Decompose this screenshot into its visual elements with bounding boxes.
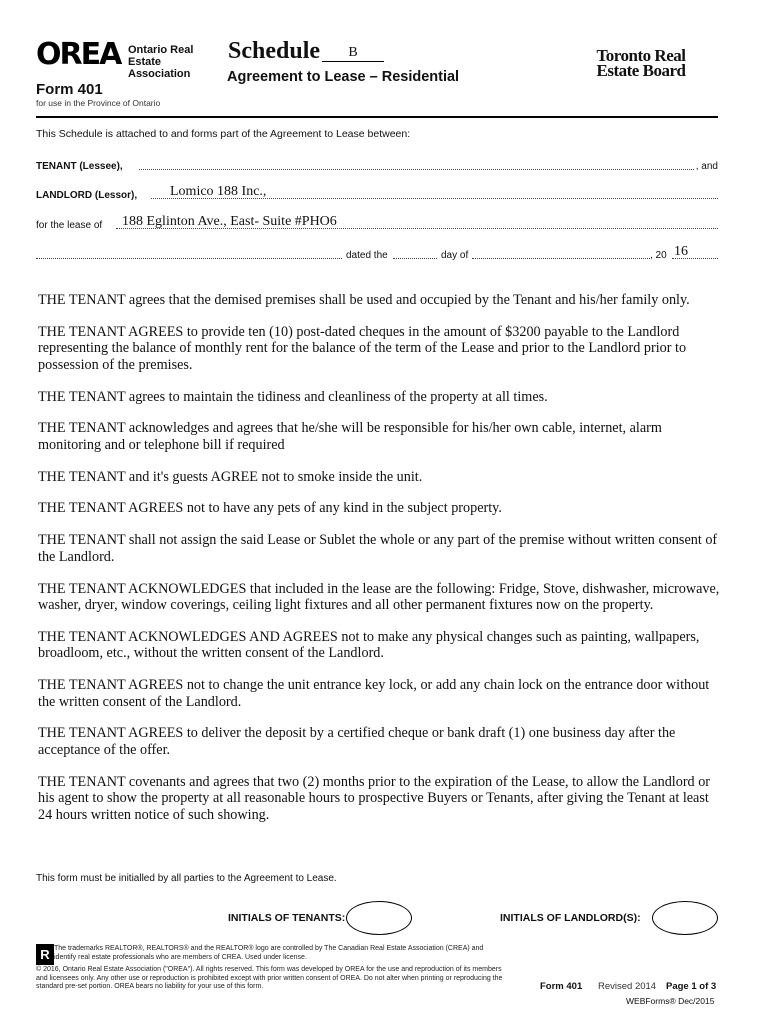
landlord-row bbox=[36, 185, 718, 201]
initial-note: This form must be initialled by all parties to the Agreement to Lease. bbox=[36, 873, 337, 884]
dated-prefix-line[interactable] bbox=[36, 258, 342, 259]
form-subtitle: for use in the Province of Ontario bbox=[36, 98, 161, 108]
landlord-label: LANDLORD (Lessor), bbox=[36, 190, 138, 201]
copyright-notice: © 2016, Ontario Real Estate Association ("OREA"). All rights reserved. This form was developed by OREA for the use and reproduction of its members and licensees only. Any other use or reproduction is prohibited except with prior written consent of OREA. Do not alter when printing or reproducing the standard pre-set portion. OREA bears no liability for your use of this form. bbox=[36, 966, 503, 990]
clause: THE TENANT shall not assign the said Lease or Sublet the whole or any part of the premise without written consent of the Landlord. bbox=[38, 532, 718, 565]
tenant-label: TENANT (Lessee), bbox=[36, 161, 123, 172]
schedule-label: Schedule bbox=[228, 38, 321, 64]
treb-logo: Toronto Real Estate Board bbox=[596, 46, 686, 80]
footer-revised: Revised 2014 bbox=[598, 981, 657, 992]
clause: THE TENANT acknowledges and agrees that he/she will be responsible for his/her own cable, internet, alarm monitoring and or telephone bill if required bbox=[38, 420, 662, 453]
document-title: Agreement to Lease – Residential bbox=[227, 69, 460, 85]
year-prefix: , 20 bbox=[650, 250, 667, 261]
clause: THE TENANT AGREES to deliver the deposit by a certified cheque or bank draft (1) one business day after the acceptance of the offer. bbox=[38, 725, 676, 758]
footer-webforms: WEBForms® Dec/2015 bbox=[626, 996, 715, 1006]
header-divider bbox=[36, 116, 718, 118]
lease-field[interactable]: 188 Eglinton Ave., East- Suite #PHO6 bbox=[122, 214, 337, 229]
day-line[interactable] bbox=[393, 258, 437, 259]
tenant-initials-oval[interactable] bbox=[346, 901, 412, 935]
year-field[interactable]: 16 bbox=[674, 244, 688, 259]
orea-logo: OREA bbox=[36, 37, 121, 72]
association-name: Ontario Real Estate Association bbox=[128, 44, 194, 80]
schedule-clauses bbox=[38, 292, 720, 839]
form-number: Form 401 bbox=[36, 81, 103, 98]
clause: THE TENANT ACKNOWLEDGES that included in the lease are the following: Fridge, Stove, dishwasher, microwave, washer, dryer, window coverings, ceiling light fixtures and all other permanent fixtures now on the property. bbox=[38, 580, 720, 614]
initials-landlords-label: INITIALS OF LANDLORD(S): bbox=[500, 912, 641, 924]
tenant-line[interactable] bbox=[139, 169, 694, 170]
landlord-initials-oval[interactable] bbox=[652, 901, 718, 935]
lease-row bbox=[36, 215, 718, 231]
schedule-letter-field[interactable]: B bbox=[322, 44, 384, 62]
landlord-field[interactable]: Lomico 188 Inc., bbox=[170, 184, 267, 199]
month-line[interactable] bbox=[472, 258, 650, 259]
clause: THE TENANT covenants and agrees that two (2) months prior to the expiration of the Lease, to allow the Landlord or his agent to show the property at all reasonable hours to prospective Buyers or Tenants, after giving the Tenant at least 24 hours written notice of such showing. bbox=[38, 773, 711, 823]
tenant-suffix: , and bbox=[695, 161, 718, 172]
clause: THE TENANT agrees that the demised premises shall be used and occupied by the Tenant and his/her family only. bbox=[38, 292, 690, 308]
clause: THE TENANT and it's guests AGREE not to smoke inside the unit. bbox=[38, 468, 423, 485]
intro-text: This Schedule is attached to and forms part of the Agreement to Lease between: bbox=[36, 128, 411, 140]
realtor-logo: R bbox=[36, 944, 54, 965]
tenant-row bbox=[36, 156, 718, 172]
clause: THE TENANT ACKNOWLEDGES AND AGREES not to make any physical changes such as painting, wallpapers, broadloom, etc., without the written consent of the Landlord. bbox=[38, 628, 700, 662]
dated-label: dated the bbox=[346, 250, 388, 261]
clause: THE TENANT agrees to maintain the tidiness and cleanliness of the property at all times. bbox=[38, 388, 548, 405]
trademark-notice: The trademarks REALTOR®, REALTORS® and the REALTOR® logo are controlled by The Canadian Real Estate Association (CREA) and identify real estate professionals who are members of CREA. Used under license. bbox=[54, 945, 484, 961]
footer-page: Page 1 of 3 bbox=[666, 981, 717, 992]
day-label: day of bbox=[441, 250, 469, 261]
lease-label: for the lease of bbox=[36, 220, 103, 231]
clause: THE TENANT AGREES not to have any pets of any kind in the subject property. bbox=[38, 500, 502, 517]
initials-tenants-label: INITIALS OF TENANTS: bbox=[228, 912, 346, 924]
clause: THE TENANT AGREES to provide ten (10) post-dated cheques in the amount of $3200 payable to the Landlord representing the balance of monthly rent for the balance of the term of the Lease and prior to the Landlord prior to possession of the premises. bbox=[38, 323, 687, 373]
clause: THE TENANT AGREES not to change the unit entrance key lock, or add any chain lock on the entrance door without the written consent of the Landlord. bbox=[38, 677, 710, 710]
dated-row bbox=[36, 245, 718, 261]
footer-form-code: Form 401 bbox=[540, 981, 583, 992]
